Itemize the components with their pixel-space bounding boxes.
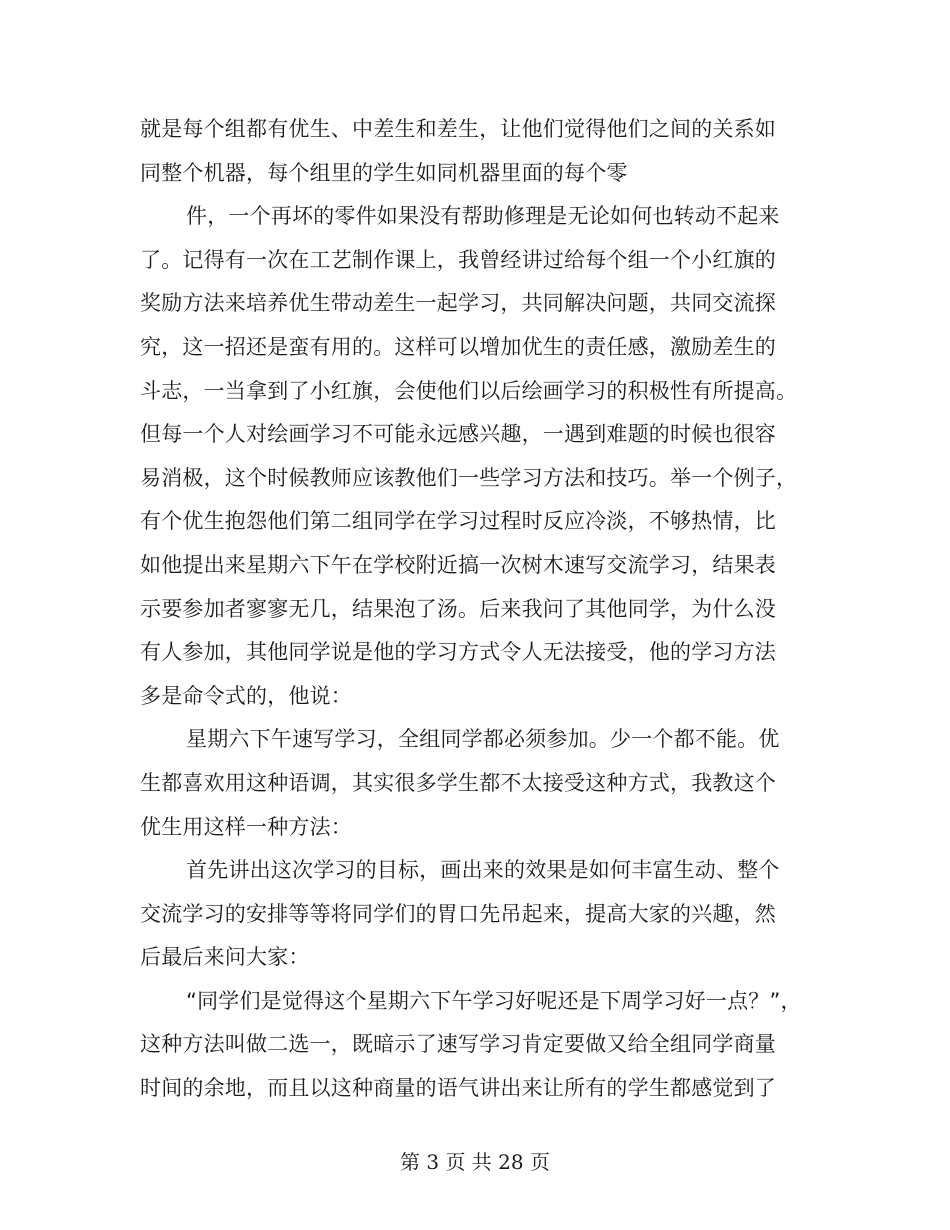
text-line: 交流学习的安排等等将同学们的胃口先吊起来，提高大家的兴趣，然 xyxy=(140,901,776,926)
text-line: 斗志，一当拿到了小红旗，会使他们以后绘画学习的积极性有所提高。 xyxy=(140,378,798,403)
text-line: 有人参加，其他同学说是他的学习方式令人无法接受，他的学习方法 xyxy=(140,640,776,665)
text-line: 奖励方法来培养优生带动差生一起学习，共同解决问题，共同交流探 xyxy=(140,291,776,316)
text-line: 同整个机器，每个组里的学生如同机器里面的每个零 xyxy=(140,160,628,185)
document-body xyxy=(140,108,820,1111)
text-line: 星期六下午速写学习，全组同学都必须参加。少一个都不能。优 xyxy=(186,727,780,752)
text-line: 了。记得有一次在工艺制作课上，我曾经讲过给每个组一个小红旗的 xyxy=(140,247,776,272)
page-number-footer: 第 3 页 共 28 页 xyxy=(400,1150,550,1174)
text-line: 示要参加者寥寥无几，结果泡了汤。后来我问了其他同学，为什么没 xyxy=(140,596,776,621)
text-line: 如他提出来星期六下午在学校附近搞一次树木速写交流学习，结果表 xyxy=(140,552,776,577)
text-line: 首先讲出这次学习的目标，画出来的效果是如何丰富生动、整个 xyxy=(186,858,780,883)
text-line: 究，这一招还是蛮有用的。这样可以增加优生的责任感，激励差生的 xyxy=(140,334,776,359)
text-line: 生都喜欢用这种语调，其实很多学生都不太接受这种方式，我教这个 xyxy=(140,770,776,795)
text-line: 有个优生抱怨他们第二组同学在学习过程时反应冷淡，不够热情，比 xyxy=(140,509,776,534)
text-line: 但每一个人对绘画学习不可能永远感兴趣，一遇到难题的时候也很容 xyxy=(140,422,776,447)
text-line: 易消极，这个时候教师应该教他们一些学习方法和技巧。举一个例子， xyxy=(140,465,798,490)
text-line: 优生用这样一种方法： xyxy=(140,814,352,839)
text-line: 时间的余地，而且以这种商量的语气讲出来让所有的学生都感觉到了 xyxy=(140,1076,776,1101)
text-line: 件，一个再坏的零件如果没有帮助修理是无论如何也转动不起来 xyxy=(186,204,780,229)
text-line: 后最后来问大家： xyxy=(140,945,310,970)
text-line: 多是命令式的，他说： xyxy=(140,683,352,708)
text-line: “同学们是觉得这个星期六下午学习好呢还是下周学习好一点？”， xyxy=(186,988,802,1013)
text-line: 就是每个组都有优生、中差生和差生，让他们觉得他们之间的关系如 xyxy=(140,117,776,141)
text-line: 这种方法叫做二选一，既暗示了速写学习肯定要做又给全组同学商量 xyxy=(140,1032,776,1057)
body-text xyxy=(140,108,820,1111)
